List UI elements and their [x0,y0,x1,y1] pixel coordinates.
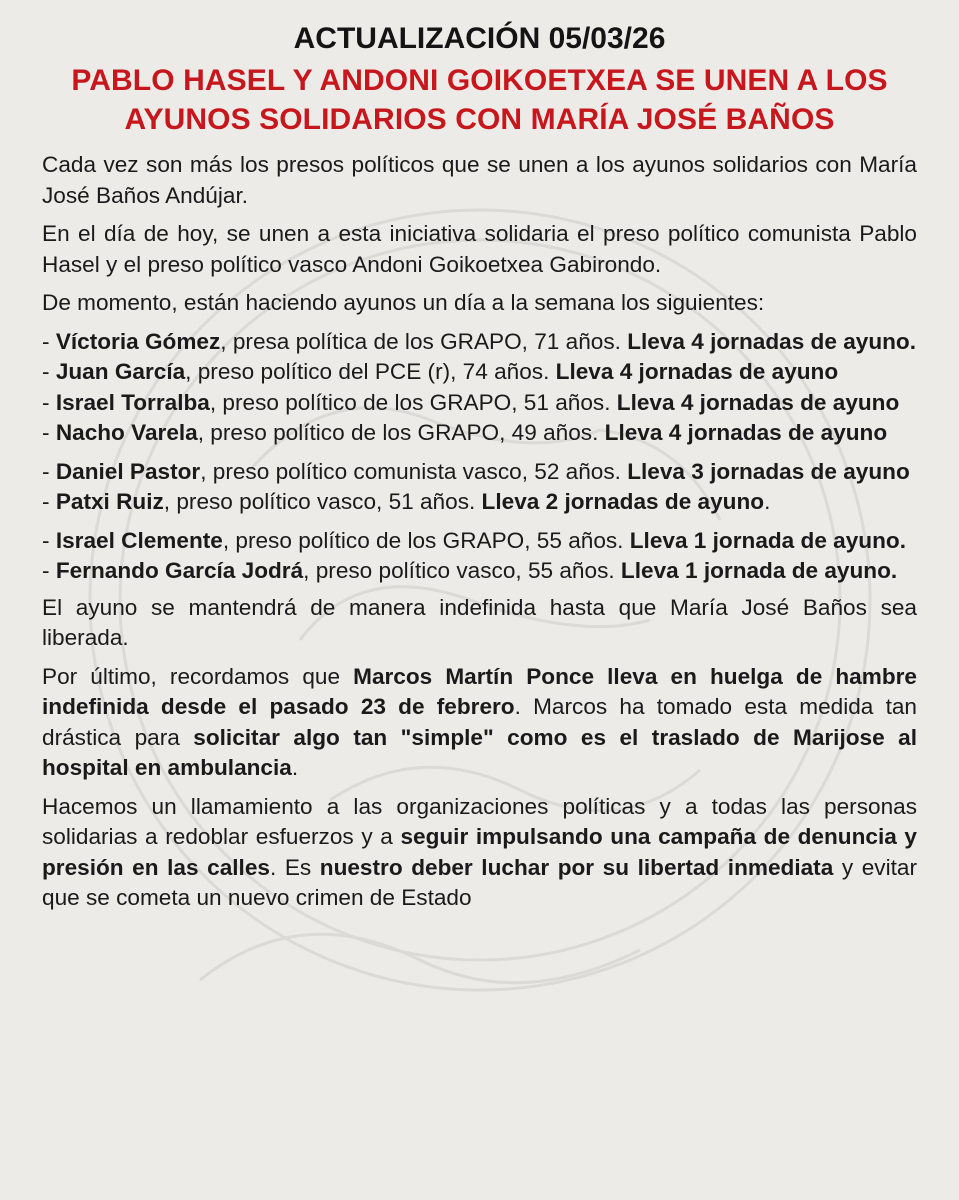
article-body [42,150,917,914]
list-item: - Patxi Ruiz, preso político vasco, 51 años. Lleva 2 jornadas de ayuno. [42,489,771,514]
update-date-title: ACTUALIZACIÓN 05/03/26 [293,22,666,55]
fasting-days: Lleva 4 jornadas de ayuno. [627,328,917,354]
fasting-days: Lleva 1 jornada de ayuno. [620,558,898,583]
prisoner-name: Israel Clemente [55,527,223,553]
list-item: - Juan García, preso político del PCE (r), 74 años. Lleva 4 jornadas de ayuno [42,359,839,384]
paragraph-list-intro: De momento, están haciendo ayunos un día a la semana los siguientes: [42,290,765,315]
fasting-days: Lleva 4 jornadas de ayuno [555,359,839,384]
paragraph-intro: Cada vez son más los presos políticos que se unen a los ayunos solidarios con María José Baños Andújar. [42,152,917,208]
prisoner-name: Patxi Ruiz [55,489,164,514]
fasting-days: Lleva 1 jornada de ayuno. [629,527,906,553]
prisoner-name: Daniel Pastor [55,458,201,484]
prisoner-name: Fernando García Jodrá [55,558,304,583]
prisoner-name: Israel Torralba [55,389,210,415]
paragraph-indefinite: El ayuno se mantendrá de manera indefinida hasta que María José Baños sea liberada. [42,594,917,650]
fasting-days: Lleva 2 jornadas de ayuno [481,489,765,514]
paragraph-call-to-action: Hacemos un llamamiento a las organizaciones políticas y a todas las personas solidarias a redoblar esfuerzos y a seguir impulsando una campaña de denuncia y presión en las calles. Es nuestro deber luchar por su libertad inmediata y evitar que se cometa un nuevo crimen de Estado [42,793,917,910]
paragraph-hunger-strike: Por último, recordamos que Marcos Martín Ponce lleva en huelga de hambre indefinida desde el pasado 23 de febrero. Marcos ha tomado esta medida tan drástica para solicitar algo tan "simple" como es el traslado de Marijose al hospital en ambulancia. [42,663,917,780]
paragraph-today: En el día de hoy, se unen a esta iniciativa solidaria el preso político comunista Pablo Hasel y el preso político vasco Andoni Goikoetxea Gabirondo. [42,221,917,277]
list-item: - Daniel Pastor, preso político comunista vasco, 52 años. Lleva 3 jornadas de ayuno [42,458,910,484]
header [42,0,917,139]
list-item: - Fernando García Jodrá, preso político vasco, 55 años. Lleva 1 jornada de ayuno. [42,558,898,583]
fasting-days: Lleva 4 jornadas de ayuno [616,389,900,415]
list-item: - Víctoria Gómez, presa política de los GRAPO, 71 años. Lleva 4 jornadas de ayuno. [42,328,917,354]
prisoner-name: Juan García [55,359,186,384]
fasting-prisoners-list [42,327,917,587]
headline: PABLO HASEL Y ANDONI GOIKOETXEA SE UNEN A LOS AYUNOS SOLIDARIOS CON MARÍA JOSÉ BAÑOS [71,64,888,136]
fasting-days: Lleva 3 jornadas de ayuno [627,458,910,484]
list-item: - Nacho Varela, preso político de los GRAPO, 49 años. Lleva 4 jornadas de ayuno [42,420,888,445]
fasting-days: Lleva 4 jornadas de ayuno [604,420,888,445]
list-item: - Israel Clemente, preso político de los GRAPO, 55 años. Lleva 1 jornada de ayuno. [42,527,906,553]
list-item: - Israel Torralba, preso político de los GRAPO, 51 años. Lleva 4 jornadas de ayuno [42,389,900,415]
prisoner-name: Víctoria Gómez [55,328,221,354]
prisoner-name: Nacho Varela [55,420,198,445]
